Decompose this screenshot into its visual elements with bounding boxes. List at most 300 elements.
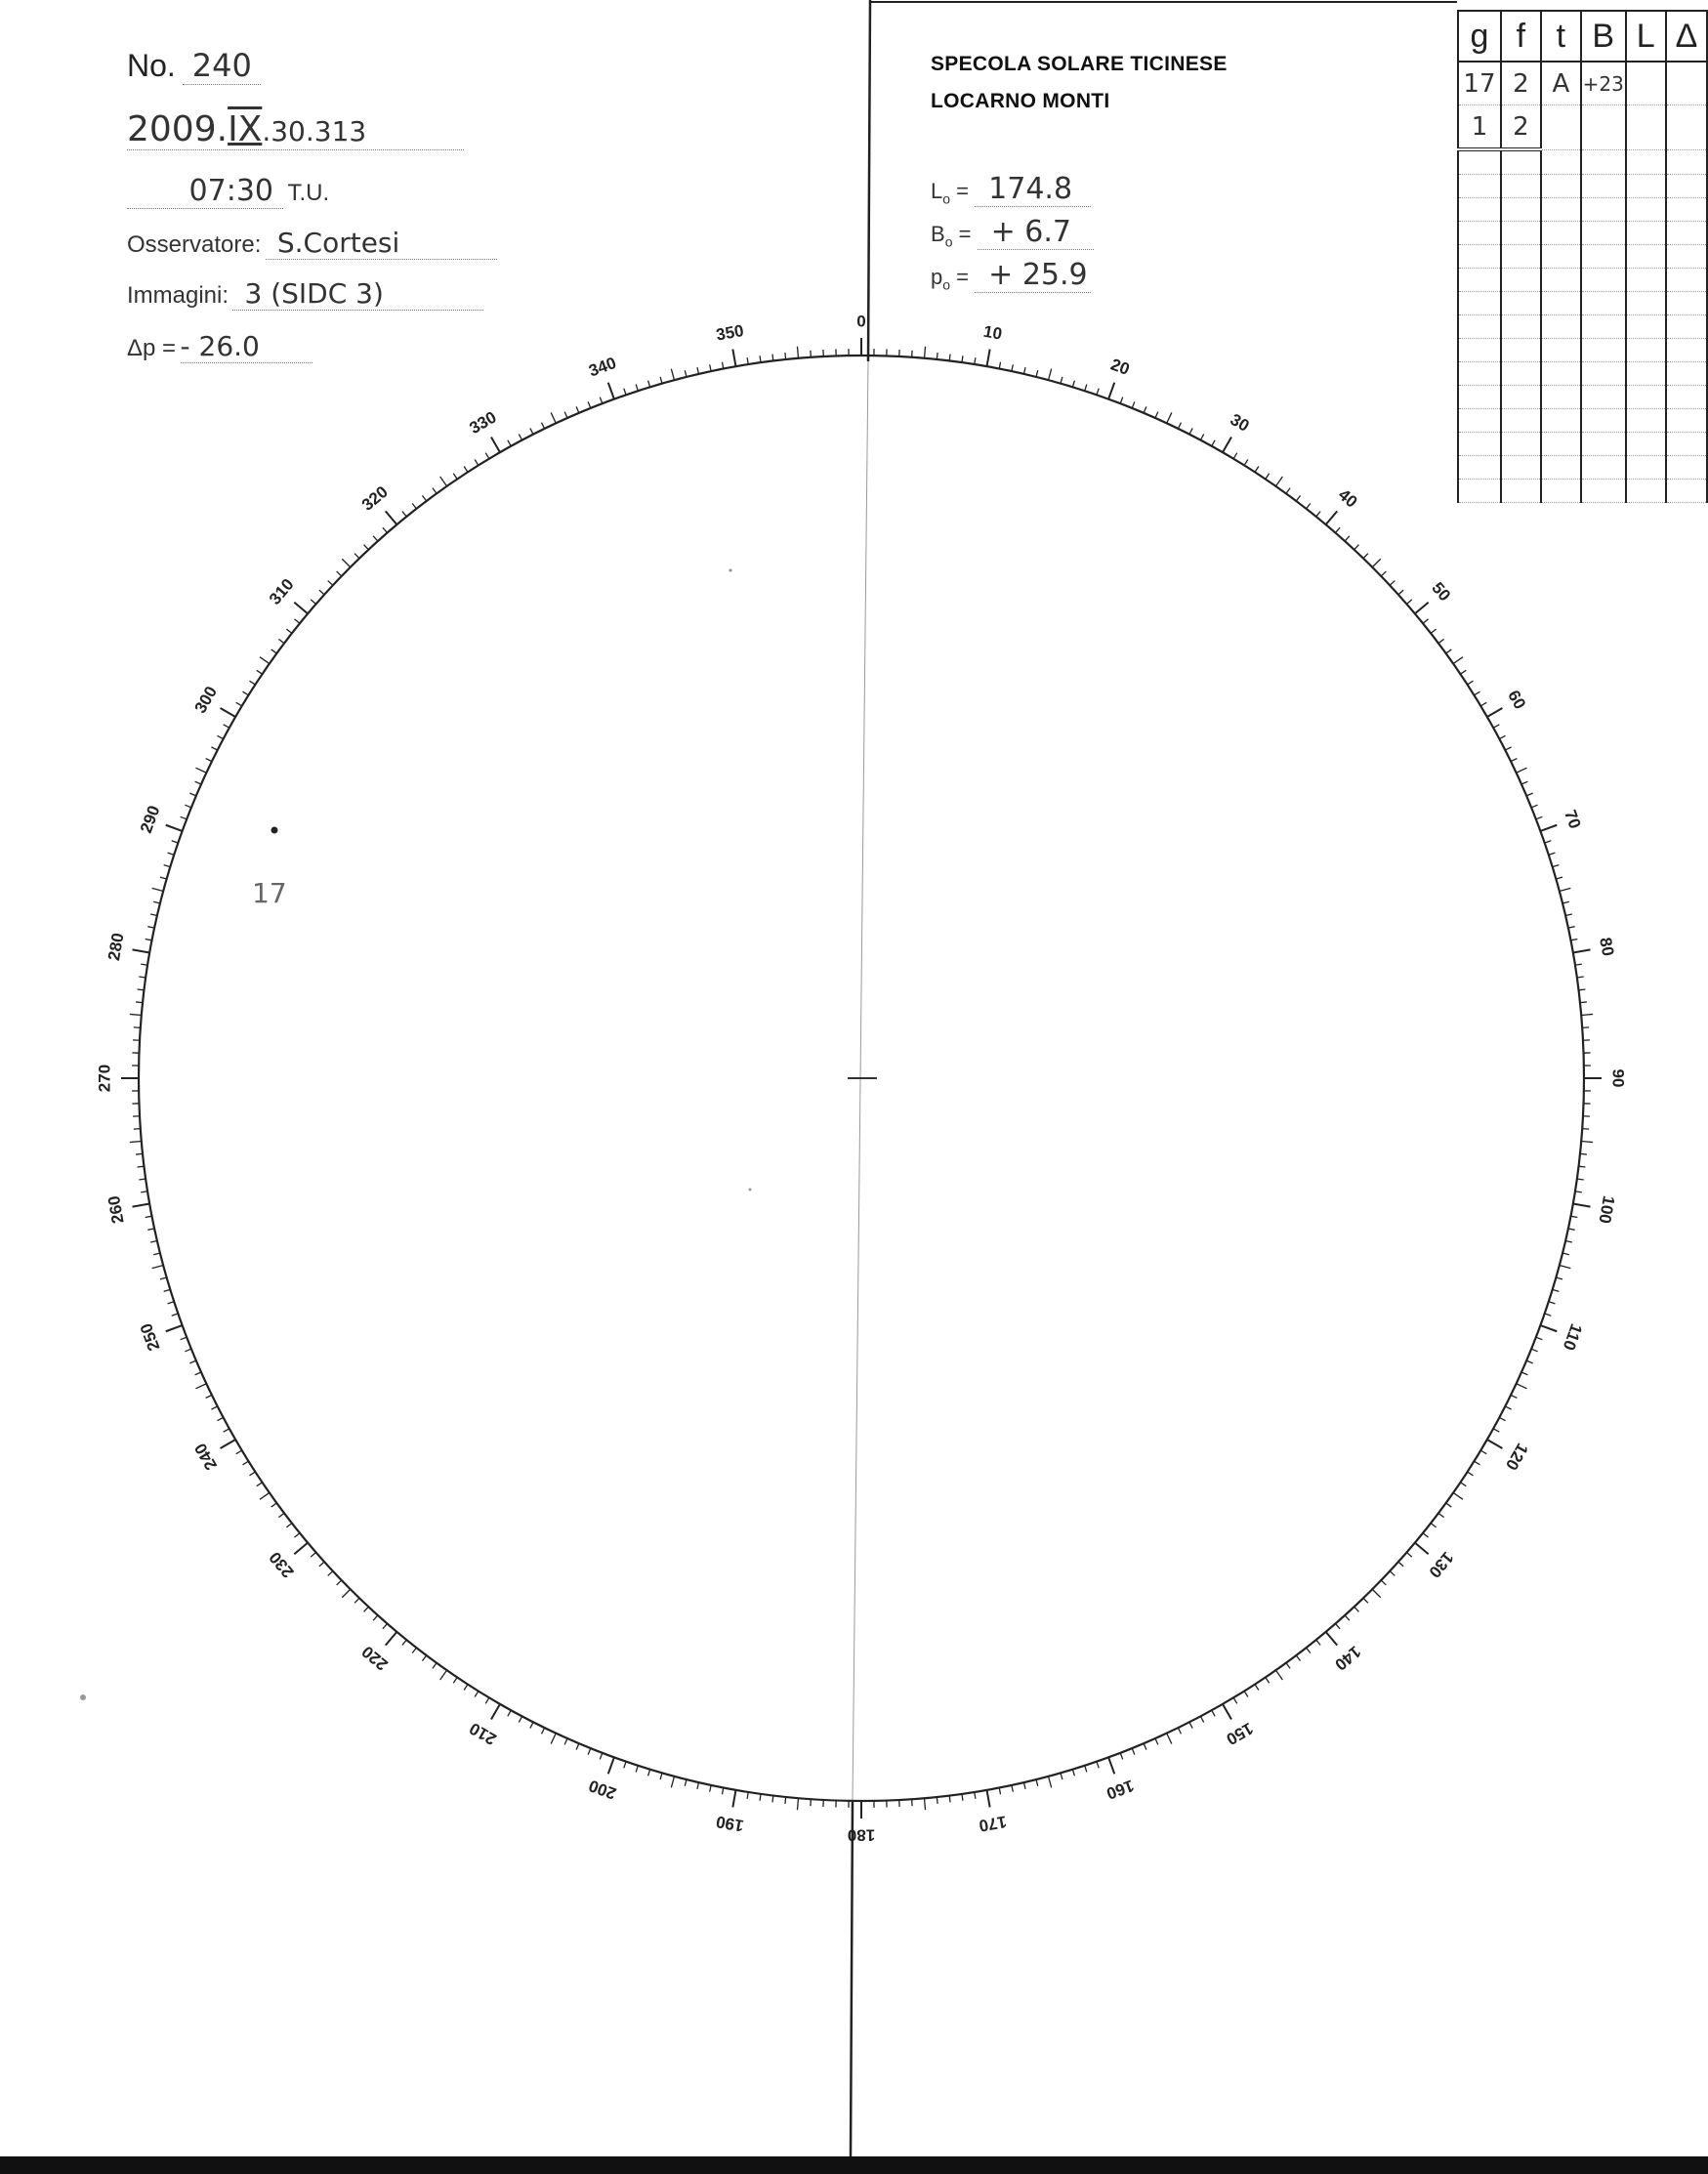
images-label: Immagini: xyxy=(127,282,229,309)
degree-tick xyxy=(1556,1277,1562,1279)
degree-tick xyxy=(1049,1777,1052,1788)
degree-tick xyxy=(1036,370,1038,377)
degree-tick xyxy=(152,888,164,891)
degree-tick xyxy=(211,1406,217,1409)
degree-tick xyxy=(1511,759,1517,762)
degree-tick xyxy=(551,412,556,423)
degree-tick xyxy=(1120,1753,1123,1760)
degree-label: 310 xyxy=(265,574,298,608)
degree-tick xyxy=(294,619,299,623)
degree-label: 180 xyxy=(847,1825,876,1845)
degree-tick xyxy=(354,554,359,559)
degree-label: 80 xyxy=(1596,936,1618,958)
degree-tick xyxy=(1505,1406,1511,1409)
degree-label: 210 xyxy=(466,1718,500,1749)
degree-tick xyxy=(440,477,447,486)
degree-tick xyxy=(924,1798,925,1810)
degree-tick xyxy=(1244,1692,1248,1697)
degree-label: 20 xyxy=(1107,355,1133,379)
degree-tick xyxy=(697,1782,699,1789)
degree-tick xyxy=(453,1677,457,1683)
degree-tick xyxy=(710,1785,711,1792)
degree-tick xyxy=(1108,1757,1114,1774)
degree-tick xyxy=(1581,1014,1593,1015)
degree-tick xyxy=(962,1794,963,1801)
degree-tick xyxy=(1372,1589,1380,1597)
degree-tick xyxy=(133,949,150,952)
degree-tick xyxy=(710,364,711,371)
images-value: 3 (SIDC 3) xyxy=(232,277,483,311)
degree-tick xyxy=(1415,603,1429,614)
degree-tick xyxy=(1423,1533,1428,1537)
degree-tick xyxy=(1431,629,1437,633)
degree-tick xyxy=(217,735,223,738)
degree-tick xyxy=(328,1571,333,1576)
degree-tick xyxy=(1578,989,1585,990)
degree-tick xyxy=(464,467,468,473)
degree-tick xyxy=(402,1640,406,1645)
degree-tick xyxy=(576,1743,579,1749)
degree-tick xyxy=(1570,939,1577,940)
degree-tick xyxy=(732,1790,735,1808)
degree-tick xyxy=(195,1372,201,1375)
degree-tick xyxy=(1275,477,1282,486)
degree-tick xyxy=(608,383,614,399)
degree-tick xyxy=(373,1615,378,1620)
degree-tick xyxy=(130,1141,142,1142)
cell-b: +23 xyxy=(1581,62,1626,105)
degree-tick xyxy=(147,927,154,928)
degree-tick xyxy=(1526,1360,1532,1363)
degree-tick xyxy=(181,1337,187,1340)
degree-tick xyxy=(311,1552,315,1557)
degree-tick xyxy=(386,1632,397,1646)
degree-tick xyxy=(1517,1384,1527,1389)
number-label: No. xyxy=(127,48,176,83)
degree-tick xyxy=(636,1766,638,1773)
degree-label: 130 xyxy=(1425,1548,1458,1582)
degree-tick xyxy=(1178,423,1181,429)
degree-label: 120 xyxy=(1501,1440,1532,1474)
degree-tick xyxy=(1155,1738,1158,1744)
degree-tick xyxy=(1167,412,1172,423)
degree-tick xyxy=(1415,1543,1429,1555)
time-value: 07:30 xyxy=(127,174,283,209)
delta-p-label: Δp = xyxy=(127,335,177,361)
date-month: IX xyxy=(228,109,263,149)
degree-tick xyxy=(648,381,650,388)
degree-label: 250 xyxy=(136,1320,164,1354)
degree-tick xyxy=(195,781,201,784)
degree-tick xyxy=(542,423,545,429)
degree-tick xyxy=(189,1360,195,1363)
degree-tick xyxy=(1108,383,1114,399)
degree-tick xyxy=(986,1790,989,1808)
degree-tick xyxy=(373,536,378,541)
degree-tick xyxy=(1354,1607,1359,1611)
degree-tick xyxy=(1212,440,1215,446)
degree-tick xyxy=(1438,639,1444,643)
degree-tick xyxy=(139,977,146,978)
group-label: 17 xyxy=(252,877,287,909)
degree-tick xyxy=(1536,816,1543,819)
degree-label: 160 xyxy=(1104,1776,1137,1804)
degree-tick xyxy=(286,629,292,633)
degree-tick xyxy=(243,691,249,695)
degree-tick xyxy=(412,1648,416,1653)
degree-tick xyxy=(1335,1623,1340,1628)
degree-tick xyxy=(166,825,183,831)
cell-g: 17 xyxy=(1458,62,1501,105)
degree-tick xyxy=(1266,1677,1270,1683)
degree-tick xyxy=(1480,1450,1486,1454)
degree-label: 280 xyxy=(104,931,128,963)
degree-tick xyxy=(1562,1253,1569,1255)
degree-tick xyxy=(660,377,662,384)
degree-tick xyxy=(772,1795,773,1802)
degree-tick xyxy=(1540,825,1557,831)
degree-tick xyxy=(797,1798,798,1810)
degree-tick xyxy=(519,434,521,439)
degree-tick xyxy=(747,1792,748,1799)
degree-tick xyxy=(1286,1663,1290,1669)
degree-tick xyxy=(294,1533,299,1537)
degree-tick xyxy=(1296,495,1300,501)
degree-tick xyxy=(1423,619,1428,623)
degree-label: 90 xyxy=(1608,1068,1628,1088)
degree-tick xyxy=(660,1773,662,1779)
degree-tick xyxy=(146,939,152,940)
degree-tick xyxy=(1545,1314,1552,1316)
degree-tick xyxy=(1553,1289,1560,1291)
degree-tick xyxy=(1431,1524,1437,1527)
degree-tick xyxy=(136,1153,143,1154)
degree-label: 240 xyxy=(190,1440,222,1474)
degree-tick xyxy=(337,571,342,576)
degree-tick xyxy=(257,670,263,674)
degree-tick xyxy=(342,1589,350,1597)
degree-tick xyxy=(422,495,426,501)
degree-tick xyxy=(236,702,242,706)
degree-tick xyxy=(1354,545,1359,550)
degree-tick xyxy=(383,1623,388,1628)
degree-tick xyxy=(1575,964,1582,965)
degree-tick xyxy=(185,805,190,808)
degree-tick xyxy=(949,355,950,361)
degree-tick xyxy=(164,865,171,867)
degree-tick xyxy=(1460,1483,1466,1486)
degree-label: 170 xyxy=(977,1812,1009,1836)
cell-f: 2 xyxy=(1501,62,1541,105)
degree-tick xyxy=(600,1753,603,1760)
degree-tick xyxy=(1536,1337,1543,1340)
degree-tick xyxy=(1049,369,1052,381)
degree-tick xyxy=(1178,1728,1181,1734)
degree-tick xyxy=(785,1797,786,1804)
speck xyxy=(729,569,732,572)
degree-tick xyxy=(1316,511,1320,516)
degree-tick xyxy=(519,1716,521,1722)
degree-tick xyxy=(433,488,437,494)
degree-tick xyxy=(986,350,989,367)
degree-tick xyxy=(224,1429,229,1432)
degree-label: 50 xyxy=(1428,578,1455,606)
degree-tick xyxy=(1390,581,1395,586)
degree-tick xyxy=(1468,1472,1474,1476)
degree-tick xyxy=(412,503,416,509)
degree-tick xyxy=(1189,428,1192,434)
degree-tick xyxy=(671,1777,674,1788)
degree-tick xyxy=(217,1417,223,1420)
degree-tick xyxy=(1475,691,1480,695)
degree-tick xyxy=(475,460,479,466)
degree-tick xyxy=(1578,1166,1585,1167)
degree-tick xyxy=(1372,559,1380,566)
degree-tick xyxy=(1132,401,1135,407)
degree-tick xyxy=(999,362,1000,369)
degree-tick xyxy=(1499,1417,1505,1420)
degree-tick xyxy=(1398,590,1403,595)
time-unit: T.U. xyxy=(287,180,330,206)
degree-tick xyxy=(1233,1697,1237,1703)
degree-tick xyxy=(422,1655,426,1661)
degree-tick xyxy=(732,350,735,367)
degree-tick xyxy=(491,1704,500,1720)
degree-tick xyxy=(319,1562,324,1567)
bottom-meridian-line xyxy=(851,1800,853,2156)
degree-tick xyxy=(1255,467,1259,473)
degree-tick xyxy=(260,1492,270,1499)
degree-tick xyxy=(152,1266,164,1269)
degree-label: 200 xyxy=(586,1776,619,1804)
degree-tick xyxy=(150,1240,157,1242)
degree-label: 260 xyxy=(104,1193,128,1226)
degree-tick xyxy=(924,347,925,358)
degree-tick xyxy=(722,1787,723,1794)
degree-tick xyxy=(1316,1640,1320,1645)
cell-f: 2 xyxy=(1501,105,1541,150)
degree-label: 10 xyxy=(981,321,1004,344)
degree-tick xyxy=(319,590,324,595)
degree-tick xyxy=(1581,1141,1593,1142)
degree-tick xyxy=(1568,927,1575,928)
p0-value: + 25.9 xyxy=(975,258,1091,293)
degree-tick xyxy=(1480,702,1486,706)
degree-tick xyxy=(440,1670,447,1680)
degree-label: 100 xyxy=(1595,1193,1619,1226)
degree-tick xyxy=(181,816,187,819)
degree-tick xyxy=(1189,1722,1192,1728)
degree-tick xyxy=(271,1503,277,1507)
degree-tick xyxy=(1573,1203,1591,1206)
degree-tick xyxy=(1531,805,1537,808)
degree-label: 30 xyxy=(1227,409,1253,436)
degree-tick xyxy=(1573,949,1591,952)
degree-tick xyxy=(624,389,626,396)
degree-tick xyxy=(146,1216,152,1217)
degree-tick xyxy=(1549,1302,1556,1304)
col-g: g xyxy=(1458,11,1501,62)
speck xyxy=(749,1189,752,1192)
degree-tick xyxy=(364,545,369,550)
degree-tick xyxy=(1398,1562,1403,1567)
date-suffix: .30.313 xyxy=(262,115,367,147)
degree-tick xyxy=(999,1787,1000,1794)
degree-tick xyxy=(1212,1710,1215,1716)
degree-tick xyxy=(1097,389,1099,396)
degree-tick xyxy=(166,1325,183,1331)
degree-tick xyxy=(337,1580,342,1585)
degree-tick xyxy=(294,1543,308,1555)
degree-tick xyxy=(1521,781,1527,784)
degree-label: 330 xyxy=(466,407,500,439)
degree-tick xyxy=(1487,1440,1503,1448)
cell-t: A xyxy=(1541,62,1581,105)
degree-tick xyxy=(1493,725,1499,728)
degree-tick xyxy=(206,759,212,762)
degree-tick xyxy=(1144,406,1146,412)
degree-tick xyxy=(760,1794,761,1801)
degree-tick xyxy=(136,1002,143,1003)
degree-tick xyxy=(354,1598,359,1603)
degree-tick xyxy=(1499,735,1505,738)
degree-tick xyxy=(189,793,195,796)
degree-tick xyxy=(1326,511,1338,524)
degree-tick xyxy=(1540,1325,1557,1331)
degree-tick xyxy=(636,385,638,392)
degree-tick xyxy=(1012,1785,1013,1792)
degree-label: 110 xyxy=(1559,1320,1586,1354)
degree-tick xyxy=(260,657,270,664)
degree-tick xyxy=(153,1253,160,1255)
degree-tick xyxy=(195,768,206,773)
col-f: f xyxy=(1501,11,1541,62)
degree-tick xyxy=(1275,1670,1282,1680)
degree-tick xyxy=(211,747,217,750)
degree-tick xyxy=(1556,877,1562,879)
degree-tick xyxy=(564,412,567,418)
degree-tick xyxy=(485,1697,489,1703)
degree-tick xyxy=(1511,1395,1517,1398)
degree-tick xyxy=(453,474,457,480)
l0-label: $L_o$ = xyxy=(931,179,970,207)
degree-tick xyxy=(1505,747,1511,750)
degree-tick xyxy=(1577,1179,1584,1180)
degree-tick xyxy=(243,1461,249,1465)
degree-label: 40 xyxy=(1334,484,1361,512)
degree-tick xyxy=(530,428,533,434)
number-value: 240 xyxy=(183,47,261,85)
degree-tick xyxy=(747,357,748,364)
degree-tick xyxy=(172,841,179,843)
degree-tick xyxy=(195,1384,206,1389)
degree-tick xyxy=(153,901,160,903)
degree-tick xyxy=(685,370,687,377)
degree-tick xyxy=(386,511,397,524)
degree-tick xyxy=(1580,1002,1587,1003)
degree-tick xyxy=(1565,1240,1572,1242)
degree-tick xyxy=(772,355,773,361)
degree-tick xyxy=(576,406,579,412)
speck xyxy=(80,1694,86,1700)
degree-tick xyxy=(342,559,350,566)
degree-tick xyxy=(1072,1770,1074,1777)
degree-tick xyxy=(1453,657,1463,664)
degree-tick xyxy=(433,1663,437,1669)
degree-tick xyxy=(1307,1648,1311,1653)
degree-tick xyxy=(130,1014,142,1015)
degree-tick xyxy=(1460,670,1466,674)
degree-tick xyxy=(564,1738,567,1744)
degree-tick xyxy=(168,853,175,855)
degree-tick xyxy=(1560,888,1571,891)
degree-label: 300 xyxy=(190,683,222,717)
degree-tick xyxy=(608,1757,614,1774)
sunspot xyxy=(271,827,278,834)
degree-tick xyxy=(185,1349,190,1352)
degree-tick xyxy=(600,397,603,404)
degree-tick xyxy=(1487,708,1503,717)
degree-tick xyxy=(1475,1461,1480,1465)
degree-tick xyxy=(648,1770,650,1777)
cell-g: 1 xyxy=(1458,105,1501,150)
degree-tick xyxy=(1233,453,1237,459)
degree-tick xyxy=(206,1395,212,1398)
degree-tick xyxy=(1061,1773,1062,1779)
degree-tick xyxy=(1326,1632,1338,1646)
degree-tick xyxy=(485,453,489,459)
degree-tick xyxy=(1244,460,1248,466)
degree-tick xyxy=(542,1728,545,1734)
degree-tick xyxy=(160,1277,167,1279)
degree-tick xyxy=(1144,1743,1146,1749)
observer-value: S.Cortesi xyxy=(266,227,497,260)
degree-tick xyxy=(1553,865,1560,867)
degree-tick xyxy=(311,600,315,605)
degree-tick xyxy=(1167,1734,1172,1744)
b0-label: $B_o$ = xyxy=(931,222,972,250)
degree-tick xyxy=(1345,536,1350,541)
degree-tick xyxy=(588,401,591,407)
degree-tick xyxy=(1446,649,1452,653)
degree-tick xyxy=(1549,853,1556,855)
degree-tick xyxy=(624,1762,626,1769)
degree-label: 140 xyxy=(1331,1642,1365,1675)
central-meridian-line xyxy=(853,361,868,1800)
degree-tick xyxy=(150,914,157,916)
degree-tick xyxy=(294,603,308,614)
degree-tick xyxy=(491,438,500,453)
degree-label: 150 xyxy=(1223,1718,1257,1749)
degree-tick xyxy=(139,1179,146,1180)
degree-tick xyxy=(1363,1598,1368,1603)
degree-tick xyxy=(1570,1216,1577,1217)
degree-tick xyxy=(160,877,167,879)
p0-label: $p_o$ = xyxy=(931,265,970,293)
degree-tick xyxy=(328,581,333,586)
degree-tick xyxy=(1406,1552,1411,1557)
degree-tick xyxy=(1562,901,1569,903)
degree-label: 290 xyxy=(136,803,164,836)
degree-tick xyxy=(1468,681,1474,685)
degree-tick xyxy=(1200,1716,1203,1722)
degree-tick xyxy=(1036,1779,1038,1786)
degree-tick xyxy=(364,1607,369,1611)
b0-value: + 6.7 xyxy=(978,215,1094,250)
degree-tick xyxy=(278,639,284,643)
degree-tick xyxy=(1517,768,1527,773)
degree-tick xyxy=(760,355,761,362)
